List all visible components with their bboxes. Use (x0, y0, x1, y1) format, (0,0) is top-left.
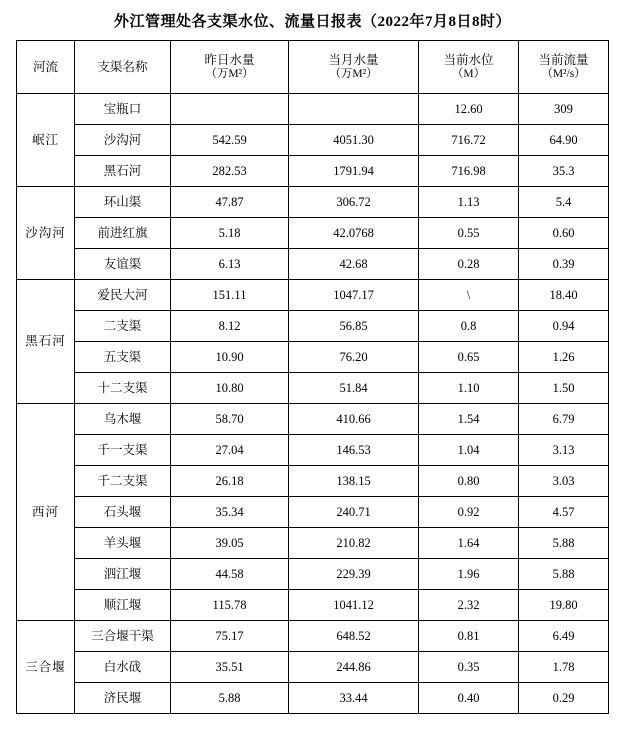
month-volume-cell: 76.20 (289, 342, 419, 373)
canal-name-cell: 沙沟河 (75, 125, 171, 156)
current-level-cell: 1.04 (419, 435, 519, 466)
table-row (17, 249, 609, 280)
current-level-cell: 0.65 (419, 342, 519, 373)
current-level-cell: 2.32 (419, 590, 519, 621)
canal-name-cell: 乌木堰 (75, 404, 171, 435)
yesterday-volume-cell: 6.13 (171, 249, 289, 280)
current-level-cell: 0.35 (419, 652, 519, 683)
table-row (17, 528, 609, 559)
yesterday-volume-cell: 58.70 (171, 404, 289, 435)
yesterday-volume-cell: 115.78 (171, 590, 289, 621)
month-volume-cell: 244.86 (289, 652, 419, 683)
column-header-current-level-line2: （M） (451, 67, 486, 80)
column-header-current-flow-line2: （M²/s） (541, 67, 586, 80)
yesterday-volume-cell: 26.18 (171, 466, 289, 497)
yesterday-volume-cell (171, 94, 289, 125)
current-flow-cell: 35.3 (519, 156, 609, 187)
month-volume-cell: 138.15 (289, 466, 419, 497)
table-row (17, 311, 609, 342)
current-level-cell: 716.98 (419, 156, 519, 187)
month-volume-cell: 1047.17 (289, 280, 419, 311)
table-header (17, 41, 609, 94)
current-flow-cell: 309 (519, 94, 609, 125)
canal-name-cell: 白水䂝 (75, 652, 171, 683)
table-row (17, 187, 609, 218)
canal-name-cell: 顺江堰 (75, 590, 171, 621)
column-header-current-flow (519, 41, 609, 94)
canal-name-cell: 泗江堰 (75, 559, 171, 590)
table-row (17, 497, 609, 528)
water-level-report-table (16, 40, 609, 714)
column-header-month-volume (289, 41, 419, 94)
yesterday-volume-cell: 44.58 (171, 559, 289, 590)
column-header-river-line1: 河流 (32, 59, 58, 74)
month-volume-cell: 648.52 (289, 621, 419, 652)
canal-name-cell: 十二支渠 (75, 373, 171, 404)
current-flow-cell: 18.40 (519, 280, 609, 311)
table-row (17, 94, 609, 125)
canal-name-cell: 环山渠 (75, 187, 171, 218)
current-level-cell: 0.28 (419, 249, 519, 280)
month-volume-cell: 146.53 (289, 435, 419, 466)
table-row (17, 590, 609, 621)
yesterday-volume-cell: 151.11 (171, 280, 289, 311)
river-group-cell: 沙沟河 (17, 187, 75, 280)
canal-name-cell: 宝瓶口 (75, 94, 171, 125)
yesterday-volume-cell: 8.12 (171, 311, 289, 342)
column-header-current-level (419, 41, 519, 94)
table-row (17, 156, 609, 187)
current-flow-cell: 6.49 (519, 621, 609, 652)
table-row (17, 435, 609, 466)
column-header-month-volume-line2: （万M²） (329, 67, 378, 80)
current-flow-cell: 1.78 (519, 652, 609, 683)
current-level-cell: 1.13 (419, 187, 519, 218)
column-header-month-volume-line1: 当月水量 (328, 53, 379, 68)
current-level-cell: \ (419, 280, 519, 311)
yesterday-volume-cell: 10.80 (171, 373, 289, 404)
current-flow-cell: 1.26 (519, 342, 609, 373)
table-row (17, 683, 609, 714)
current-level-cell: 1.64 (419, 528, 519, 559)
month-volume-cell: 1041.12 (289, 590, 419, 621)
column-header-yesterday-volume-line2: （万M²） (205, 67, 254, 80)
page-title: 外江管理处各支渠水位、流量日报表（2022年7月8日8时） (113, 14, 511, 30)
month-volume-cell: 4051.30 (289, 125, 419, 156)
month-volume-cell: 42.0768 (289, 218, 419, 249)
month-volume-cell: 240.71 (289, 497, 419, 528)
river-group-cell: 岷江 (17, 94, 75, 187)
table-row (17, 280, 609, 311)
current-flow-cell: 3.03 (519, 466, 609, 497)
current-flow-cell: 6.79 (519, 404, 609, 435)
canal-name-cell: 千二支渠 (75, 466, 171, 497)
yesterday-volume-cell: 27.04 (171, 435, 289, 466)
current-level-cell: 0.55 (419, 218, 519, 249)
current-level-cell: 0.8 (419, 311, 519, 342)
current-level-cell: 1.54 (419, 404, 519, 435)
canal-name-cell: 石头堰 (75, 497, 171, 528)
yesterday-volume-cell: 39.05 (171, 528, 289, 559)
current-level-cell: 0.40 (419, 683, 519, 714)
current-level-cell: 0.81 (419, 621, 519, 652)
month-volume-cell: 306.72 (289, 187, 419, 218)
current-flow-cell: 5.88 (519, 559, 609, 590)
table-row (17, 218, 609, 249)
yesterday-volume-cell: 282.53 (171, 156, 289, 187)
current-level-cell: 716.72 (419, 125, 519, 156)
current-level-cell: 1.96 (419, 559, 519, 590)
current-flow-cell: 3.13 (519, 435, 609, 466)
month-volume-cell: 410.66 (289, 404, 419, 435)
canal-name-cell: 三合堰干渠 (75, 621, 171, 652)
yesterday-volume-cell: 5.18 (171, 218, 289, 249)
canal-name-cell: 五支渠 (75, 342, 171, 373)
river-group-cell: 三合堰 (17, 621, 75, 714)
month-volume-cell: 210.82 (289, 528, 419, 559)
current-flow-cell: 0.94 (519, 311, 609, 342)
yesterday-volume-cell: 35.34 (171, 497, 289, 528)
current-level-cell: 1.10 (419, 373, 519, 404)
current-flow-cell: 5.88 (519, 528, 609, 559)
month-volume-cell: 1791.94 (289, 156, 419, 187)
table-row (17, 342, 609, 373)
canal-name-cell: 羊头堰 (75, 528, 171, 559)
yesterday-volume-cell: 35.51 (171, 652, 289, 683)
canal-name-cell: 千一支渠 (75, 435, 171, 466)
river-group-cell: 黑石河 (17, 280, 75, 404)
current-flow-cell: 4.57 (519, 497, 609, 528)
current-flow-cell: 0.39 (519, 249, 609, 280)
table-row (17, 559, 609, 590)
column-header-canal-name (75, 41, 171, 94)
yesterday-volume-cell: 5.88 (171, 683, 289, 714)
month-volume-cell: 51.84 (289, 373, 419, 404)
canal-name-cell: 前进红旗 (75, 218, 171, 249)
table-row (17, 652, 609, 683)
canal-name-cell: 爱民大河 (75, 280, 171, 311)
yesterday-volume-cell: 75.17 (171, 621, 289, 652)
current-level-cell: 0.92 (419, 497, 519, 528)
yesterday-volume-cell: 542.59 (171, 125, 289, 156)
month-volume-cell: 229.39 (289, 559, 419, 590)
month-volume-cell: 42.68 (289, 249, 419, 280)
current-level-cell: 0.80 (419, 466, 519, 497)
current-level-cell: 12.60 (419, 94, 519, 125)
column-header-current-flow-line1: 当前流量 (538, 53, 589, 68)
current-flow-cell: 0.29 (519, 683, 609, 714)
yesterday-volume-cell: 47.87 (171, 187, 289, 218)
yesterday-volume-cell: 10.90 (171, 342, 289, 373)
column-header-yesterday-volume-line1: 昨日水量 (204, 53, 255, 68)
table-row (17, 466, 609, 497)
canal-name-cell: 二支渠 (75, 311, 171, 342)
current-flow-cell: 0.60 (519, 218, 609, 249)
column-header-river (17, 41, 75, 94)
table-body (17, 94, 609, 714)
month-volume-cell: 33.44 (289, 683, 419, 714)
table-row (17, 125, 609, 156)
column-header-yesterday-volume (171, 41, 289, 94)
current-flow-cell: 64.90 (519, 125, 609, 156)
current-flow-cell: 19.80 (519, 590, 609, 621)
month-volume-cell: 56.85 (289, 311, 419, 342)
current-flow-cell: 5.4 (519, 187, 609, 218)
column-header-current-level-line1: 当前水位 (443, 53, 494, 68)
canal-name-cell: 友谊渠 (75, 249, 171, 280)
month-volume-cell (289, 94, 419, 125)
canal-name-cell: 黑石河 (75, 156, 171, 187)
table-header-row (17, 41, 609, 94)
table-row (17, 621, 609, 652)
table-row (17, 404, 609, 435)
column-header-canal-name-line1: 支渠名称 (97, 59, 148, 74)
table-row (17, 373, 609, 404)
current-flow-cell: 1.50 (519, 373, 609, 404)
river-group-cell: 西河 (17, 404, 75, 621)
canal-name-cell: 济民堰 (75, 683, 171, 714)
